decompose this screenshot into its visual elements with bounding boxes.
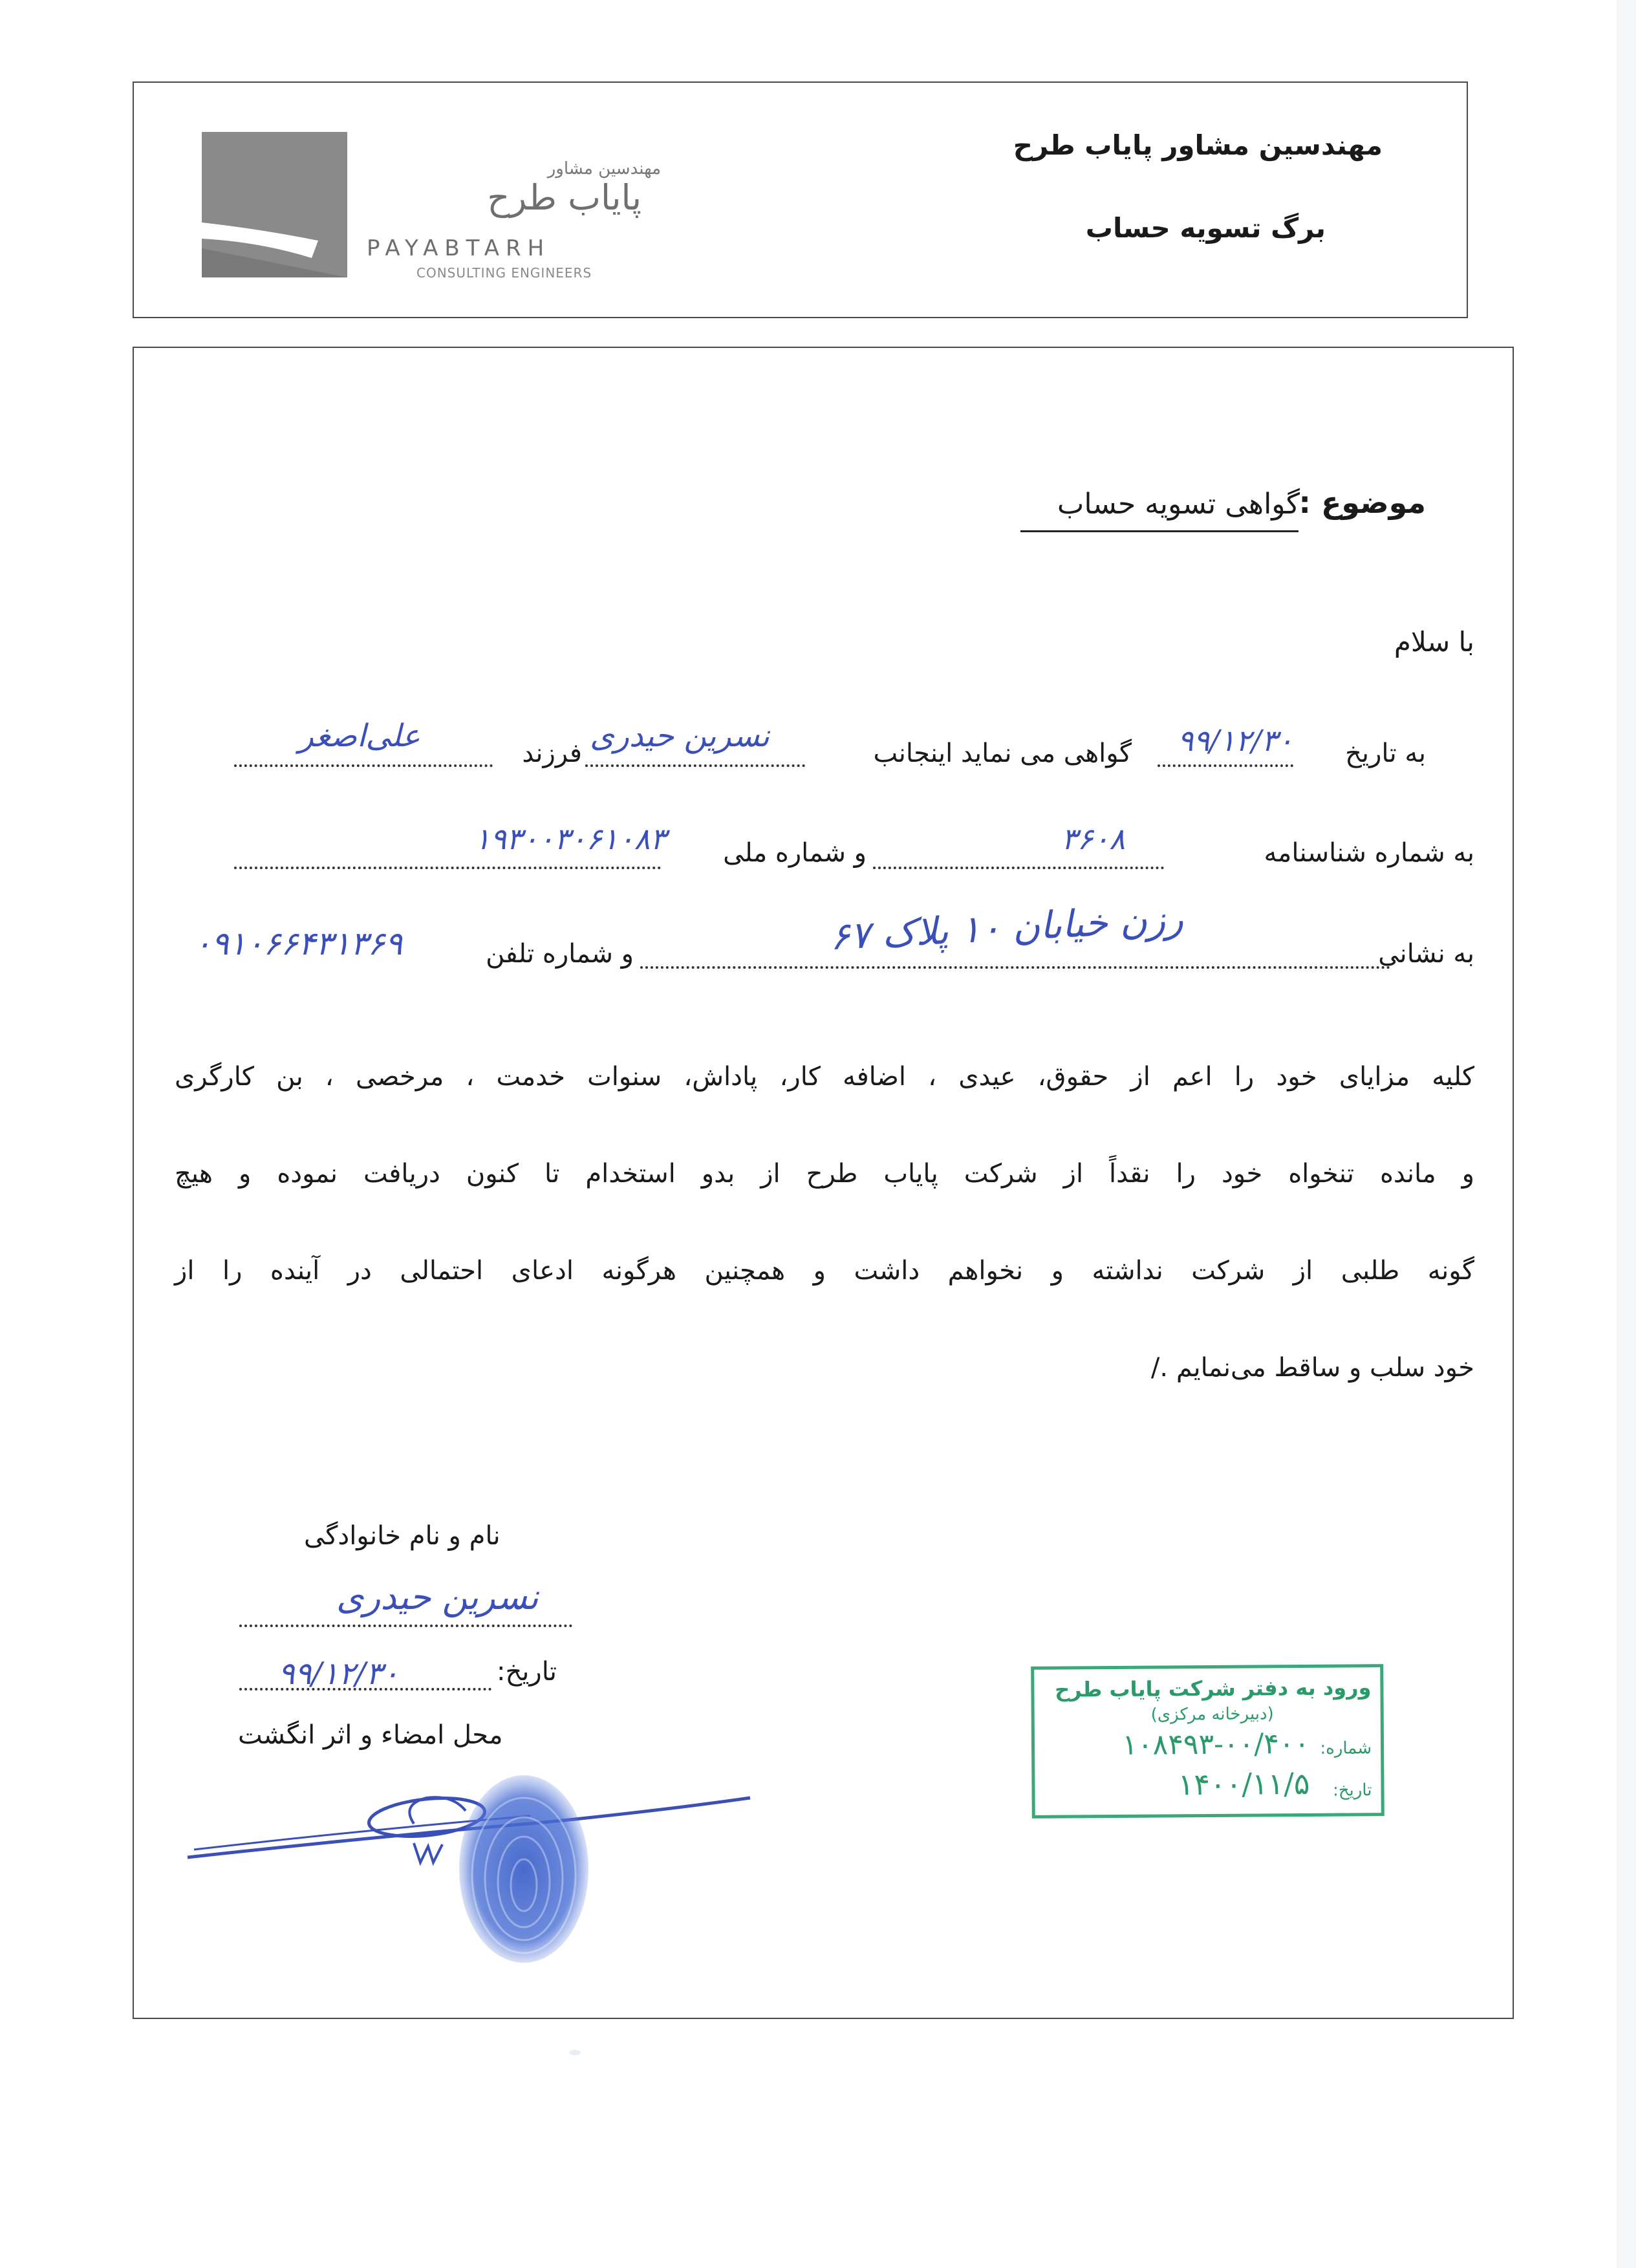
signature-date-value: ۹۹/۱۲/۳۰ (278, 1656, 400, 1692)
logo-fa-small: مهندسین مشاور (547, 159, 661, 178)
national-label: و شماره ملی (723, 838, 867, 868)
greeting: با سلام (1394, 626, 1474, 658)
address-value: رزن خیابان ۱۰ پلاک ۶۷ (828, 896, 1185, 959)
company-name: مهندسین مشاور پایاب طرح (1013, 129, 1383, 161)
signature-name-label: نام و نام خانوادگی (304, 1521, 501, 1551)
stamp-date-value: ۱۴۰۰/۱۱/۵ (1178, 1766, 1310, 1802)
paragraph (175, 1028, 1474, 1416)
subject-value: گواهی تسویه حساب (1057, 488, 1300, 521)
date-label: به تاریخ (1345, 739, 1426, 768)
national-id: ۱۹۳۰۰۳۰۶۱۰۸۳ (474, 821, 666, 856)
company-logo (202, 132, 667, 300)
date-dots (1158, 764, 1293, 767)
office-stamp (1031, 1664, 1385, 1819)
logo-en-sub: CONSULTING ENGINEERS (416, 265, 592, 281)
child-of-label: فرزند (522, 739, 582, 768)
father-name: علی‌اصغر (298, 718, 420, 754)
address-label: به نشانی (1378, 939, 1474, 969)
employee-name: نسرین حیدری (590, 718, 770, 754)
paragraph-line: گونه طلبی از شرکت نداشته و نخواهم داشت و همچنین هرگونه ادعای احتمالی در آینده را از (175, 1256, 1474, 1286)
stamp-number-value: ۱۰۸۴۹۳-۰۰/۴۰۰ (1122, 1727, 1310, 1762)
id-number: ۳۶۰۸ (1061, 821, 1125, 856)
phone-label: و شماره تلفن (486, 939, 634, 969)
thumbprint-icon (449, 1766, 598, 1972)
national-dots (234, 867, 661, 869)
paragraph-line: کلیه مزایای خود را اعم از حقوق، عیدی ، اضافه کار، پاداش، سنوات خدمت ، مرخصی ، بن کارگری (175, 1062, 1474, 1092)
name-dots (585, 764, 805, 767)
signature-name-value: نسرین حیدری (336, 1577, 539, 1617)
header-box (133, 81, 1468, 318)
address-dots (640, 966, 1390, 969)
certify-text: گواهی می نماید اینجانب (873, 739, 1132, 768)
signature-place-label: محل امضاء و اثر انگشت (238, 1720, 503, 1750)
phone-value: ۰۹۱۰۶۶۴۳۱۳۶۹ (194, 925, 403, 962)
father-dots (234, 764, 493, 767)
subject-underline (1020, 530, 1299, 532)
scan-artifact (569, 2050, 581, 2055)
date-value: ۹۹/۱۲/۳۰ (1177, 723, 1293, 758)
stamp-number-label: شماره: (1320, 1738, 1372, 1758)
id-label: به شماره شناسنامه (1264, 838, 1474, 868)
stamp-subtitle: (دبیرخانه مرکزی) (1150, 1704, 1274, 1725)
form-title: برگ تسویه حساب (1085, 212, 1326, 244)
paragraph-line: خود سلب و ساقط می‌نمایم ./ (1150, 1353, 1474, 1383)
id-dots (873, 867, 1164, 869)
stamp-title: ورود به دفتر شرکت پایاب طرح (1055, 1675, 1372, 1702)
paragraph-line: و مانده تنخواه خود را نقداً از شرکت پایاب طرح از بدو استخدام تا کنون دریافت نموده و هیچ (175, 1159, 1474, 1189)
logo-mark-icon (202, 132, 347, 277)
signature-name-dots (239, 1625, 572, 1627)
subject-label: موضوع : (1299, 485, 1426, 520)
logo-en-name: PAYABTARH (367, 235, 551, 261)
scan-artifact (1617, 0, 1636, 2268)
stamp-date-label: تاریخ: (1332, 1780, 1372, 1800)
signature-date-label: تاریخ: (497, 1657, 557, 1687)
logo-fa-large: پایاب طرح (487, 177, 641, 218)
